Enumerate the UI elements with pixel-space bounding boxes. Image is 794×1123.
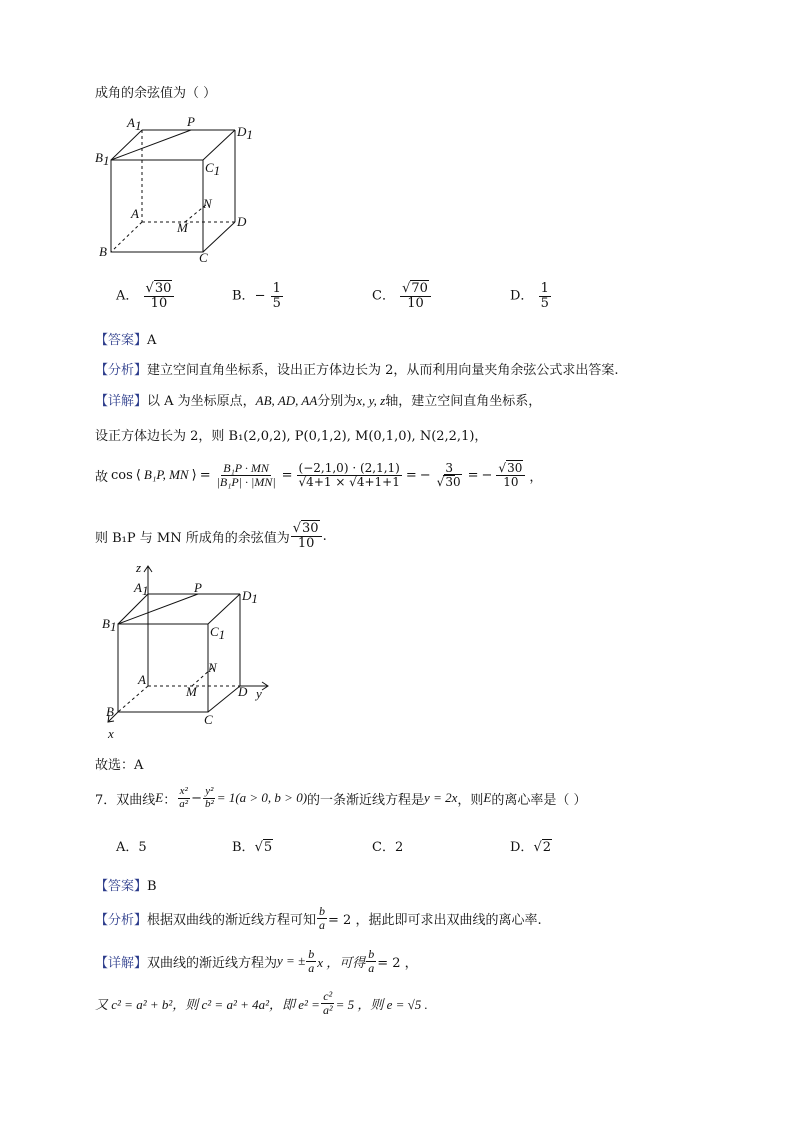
- detail-line-1: 【详解】以 A 为坐标原点，AB, AD, AA分别为x, y, z轴，建立空间直角坐标系，: [95, 393, 542, 409]
- q7-analysis-line: 【分析】 根据双曲线的渐近线方程可知 $\frac{b}{a}$ = 2 ，据此即可求出双曲线的离心率.: [95, 904, 542, 932]
- q7-option-c: C．2: [372, 840, 404, 855]
- q7-detail-line: 【详解】 双曲线的渐近线方程为 y = ± $\frac{b}{a}$ x ，可得 $\frac{b}{a}$ = 2 ，: [95, 947, 418, 975]
- label-D: D: [237, 214, 247, 229]
- option-c: C． $\frac{√70}{10}$: [372, 282, 432, 310]
- axis-x: x: [108, 726, 114, 741]
- detail-line-4: 则 B₁P 与 MN 所成角的余弦值为 $\frac{√30}{10}$ .: [95, 521, 327, 551]
- label-M: M: [177, 220, 188, 235]
- label-N: N: [203, 196, 212, 211]
- fig2-label-C1: C1: [210, 624, 226, 642]
- option-a: A． $\frac{√30}{10}$: [116, 282, 175, 310]
- q7-option-d: D．√2: [510, 840, 552, 855]
- label-P: P: [187, 114, 195, 129]
- fig2-label-D: D: [238, 684, 248, 699]
- fig2-label-P: P: [194, 580, 202, 595]
- label-C: C: [199, 250, 208, 265]
- label-A: A: [131, 206, 139, 221]
- label-D1: D1: [237, 124, 253, 142]
- option-d: D． $\frac{1}{5}$: [510, 281, 549, 311]
- analysis-line: 【分析】建立空间直角坐标系，设出正方体边长为 2，从而利用向量夹角余弦公式求出答案.: [95, 363, 619, 378]
- fig2-label-A1: A1: [134, 580, 149, 598]
- cube-figure-1: [95, 112, 265, 267]
- answer-line: 【答案】A: [95, 333, 157, 348]
- cos-formula-line: 故 cos ⟨ B₁P, MN ⟩ = $\frac{\text{B₁P · MN}}{\text{|B₁P| · |MN|}}$ = $\frac{(-2,1,0) \cdot (2,1,1)}{√4+1 \times √4+1+1}$ = − $\frac{3}{√30}$ = − $\frac{√30}{10}$ ，: [95, 461, 543, 489]
- axis-y: y: [256, 686, 262, 701]
- fig2-label-B: B: [106, 704, 114, 719]
- fig2-label-M: M: [186, 684, 197, 699]
- q7-stem: 7． 双曲线 E ： $\frac{\text{x²}}{\text{a²}}$ − $\frac{\text{y²}}{\text{b²}}$ = 1(a > 0, b > 0) 的一条渐近线方程是 y = 2x ，则 E 的离心率是（ ）: [95, 785, 587, 810]
- label-B: B: [99, 244, 107, 259]
- detail-line-2: 设正方体边长为 2，则 B₁(2,0,2), P(0,1,2), M(0,1,0), N(2,2,1)，: [95, 429, 488, 444]
- q7-final-line: 又 c² = a² + b²，则 c² = a² + 4a²，即 e² = $\frac{\text{c²}}{\text{a²}}$ = 5 ，则 e = √5 .: [95, 989, 428, 1017]
- fig2-label-N: N: [208, 660, 217, 675]
- option-b: B．− $\frac{1}{5}$: [232, 281, 281, 311]
- axis-z: z: [136, 562, 142, 575]
- q7-option-a: A．5: [116, 840, 147, 855]
- q7-option-b: B．√5: [232, 840, 273, 855]
- q7-answer-line: 【答案】B: [95, 879, 157, 894]
- label-C1: C1: [205, 160, 221, 178]
- question-intro: 成角的余弦值为（ ）: [95, 86, 217, 101]
- cube-figure-2: [98, 562, 278, 742]
- choose-line: 故选：A: [95, 758, 144, 773]
- fig2-label-A: A: [138, 672, 146, 687]
- label-B1: B1: [95, 150, 110, 168]
- fig2-label-B1: B1: [102, 616, 117, 634]
- fig2-label-D1: D1: [242, 588, 258, 606]
- fig2-label-C: C: [204, 712, 213, 727]
- label-A1: A1: [127, 115, 142, 133]
